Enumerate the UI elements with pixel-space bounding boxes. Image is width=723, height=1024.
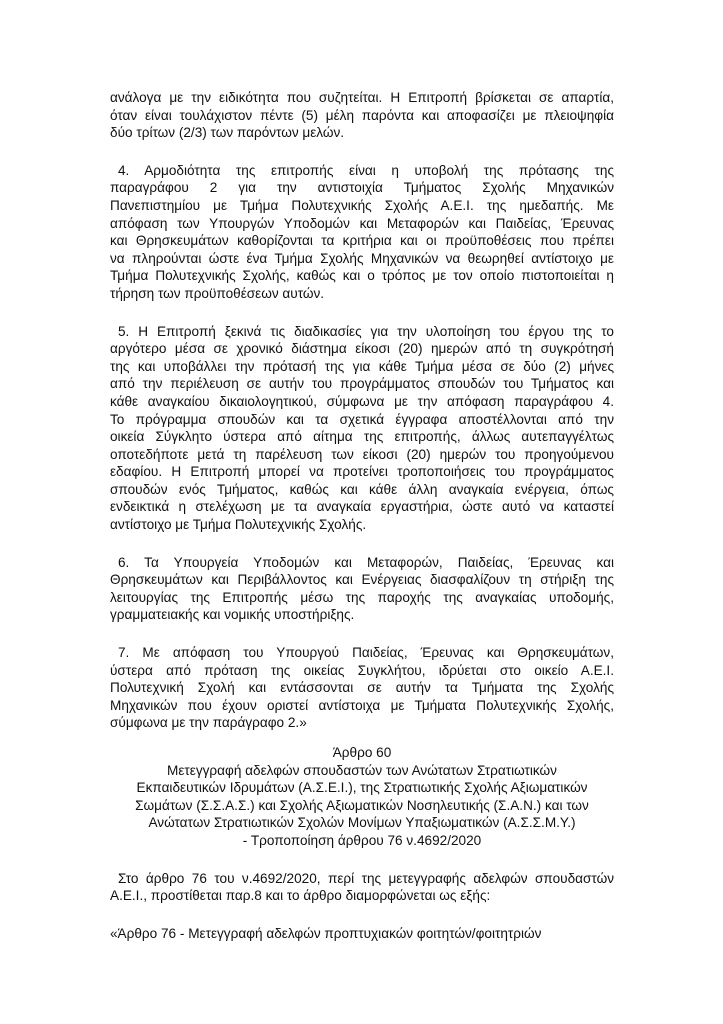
text-line: Το πρόγραμμα σπουδών και τα σχετικά έγγραφα αποστέλλονται από την	[110, 411, 614, 427]
text-line: ύστερα από πρόταση της οικείας Συγκλήτου, ιδρύεται στο οικείο Α.Ε.Ι.	[110, 662, 614, 678]
text-line: 6. Τα Υπουργεία Υποδομών και Μεταφορών, Παιδείας, Έρευνας και	[118, 554, 614, 570]
text-line: Μηχανικών που έχουν οριστεί αντίστοιχα με Τμήματα Πολυτεχνικής Σχολής,	[110, 697, 614, 713]
text-line: της και υποβάλλει την πρότασή της για κάθε Τμήμα μέσα σε δύο (2) μήνες	[110, 358, 614, 374]
article-title-line: Σωμάτων (Σ.Σ.Α.Σ.) και Σχολής Αξιωματικών Νοσηλευτικής (Σ.Α.Ν.) και των	[135, 797, 589, 813]
text-line: 4. Αρμοδιότητα της επιτροπής είναι η υποβολή της πρότασης της	[118, 162, 614, 178]
text-line: 5. Η Επιτροπή ξεκινά τις διαδικασίες για την υλοποίηση του έργου της το	[118, 323, 614, 339]
text-line: «Άρθρο 76 - Μετεγγραφή αδελφών προπτυχιακών φοιτητών/φοιτητριών	[110, 925, 542, 941]
text-line: αντίστοιχο με Τμήμα Πολυτεχνικής Σχολής.	[110, 517, 367, 533]
paragraph-5	[110, 323, 614, 534]
article-title-line: - Τροποποίηση άρθρου 76 ν.4692/2020	[242, 832, 482, 848]
text-line: από την περιέλευση σε αυτήν του προγράμματος σπουδών του Τμήματος και	[110, 376, 614, 392]
paragraph-4	[110, 162, 614, 303]
text-line: Τμήμα Πολυτεχνικής Σχολής, καθώς και ο τρόπος με τον οποίο πιστοποιείται η	[110, 268, 614, 284]
text-line: ενδεικτικά η στελέχωση με τα αναγκαία εργαστήρια, ώστε αυτό να καταστεί	[110, 499, 614, 515]
article-number: Άρθρο 60	[332, 745, 392, 760]
text-line: σπουδών ενός Τμήματος, καθώς και κάθε άλλη αναγκαία ενέργεια, όπως	[110, 481, 614, 497]
paragraph-7	[110, 644, 614, 732]
text-line: και Θρησκευμάτων καθορίζονται τα κριτήρια και οι προϋποθέσεις που πρέπει	[110, 233, 614, 249]
text-line: Πολυτεχνική Σχολή και εντάσσονται σε αυτήν τα Τμήματα της Σχολής	[110, 680, 614, 696]
text-line: τήρηση των προϋποθέσεων αυτών.	[110, 285, 325, 301]
paragraph-6	[110, 554, 614, 624]
text-line: οικεία Σύγκλητο ύστερα από αίτημα της επιτροπής, άλλως αυτεπαγγέλτως	[110, 429, 614, 445]
text-line: όταν είναι τουλάχιστον πέντε (5) μέλη παρόντα και αποφασίζει με πλειοψηφία	[110, 107, 614, 123]
text-line: αργότερο μέσα σε χρονικό διάστημα είκοσι (20) ημερών από τη συγκρότησή	[110, 341, 614, 357]
paragraph-intro	[110, 89, 614, 142]
text-line: οποτεδήποτε μετά τη παρέλευση των είκοσι (20) ημερών του προηγούμενου	[110, 446, 614, 462]
text-line: Στο άρθρο 76 του ν.4692/2020, περί της μετεγγραφής αδελφών σπουδαστών	[118, 870, 614, 886]
paragraph-article-76	[110, 870, 614, 905]
article-title-line: Ανώτατων Στρατιωτικών Σχολών Μονίμων Υπαξιωματικών (Α.Σ.Σ.Μ.Υ.)	[148, 815, 576, 831]
text-line: Α.Ε.Ι., προστίθεται παρ.8 και το άρθρο διαμορφώνεται ως εξής:	[110, 888, 491, 904]
text-line: εδαφίου. Η Επιτροπή μπορεί να προτείνει τροποποιήσεις του προγράμματος	[110, 464, 614, 480]
text-line: Θρησκευμάτων και Περιβάλλοντος και Ενέργειας διασφαλίζουν τη στήριξη της	[110, 572, 614, 588]
text-line: δύο τρίτων (2/3) των παρόντων μελών.	[110, 125, 345, 141]
article-title-line: Μετεγγραφή αδελφών σπουδαστών των Ανώτατων Στρατιωτικών	[167, 762, 557, 778]
text-line: να πληρούνται ώστε ένα Τμήμα Σχολής Μηχανικών να θεωρηθεί αντίστοιχο με	[110, 250, 614, 266]
text-line: κάθε αναγκαίου δικαιολογητικού, σύμφωνα με την απόφαση παραγράφου 4.	[110, 393, 614, 409]
text-line: γραμματειακής και νομικής υποστήριξης.	[110, 607, 355, 623]
text-line: ανάλογα με την ειδικότητα που συζητείται. Η Επιτροπή βρίσκεται σε απαρτία,	[110, 90, 614, 105]
paragraph-quote	[110, 925, 614, 943]
article-title-line: Εκπαιδευτικών Ιδρυμάτων (Α.Σ.Ε.Ι.), της Στρατιωτικής Σχολής Αξιωματικών	[136, 780, 588, 796]
text-line: παραγράφου 2 για την αντιστοιχία Τμήματος Σχολής Μηχανικών	[110, 180, 614, 196]
text-line: απόφαση των Υπουργών Υποδομών και Μεταφορών και Παιδείας, Έρευνας	[110, 215, 614, 231]
text-line: σύμφωνα με την παράγραφο 2.»	[110, 715, 307, 731]
article-heading	[110, 744, 614, 850]
text-line: 7. Με απόφαση του Υπουργού Παιδείας, Έρευνας και Θρησκευμάτων,	[118, 645, 614, 661]
text-line: Πανεπιστημίου με Τμήμα Πολυτεχνικής Σχολής Α.Ε.Ι. της ημεδαπής. Με	[110, 197, 614, 213]
text-line: λειτουργίας της Επιτροπής μέσω της παροχής της αναγκαίας υποδομής,	[110, 589, 614, 605]
